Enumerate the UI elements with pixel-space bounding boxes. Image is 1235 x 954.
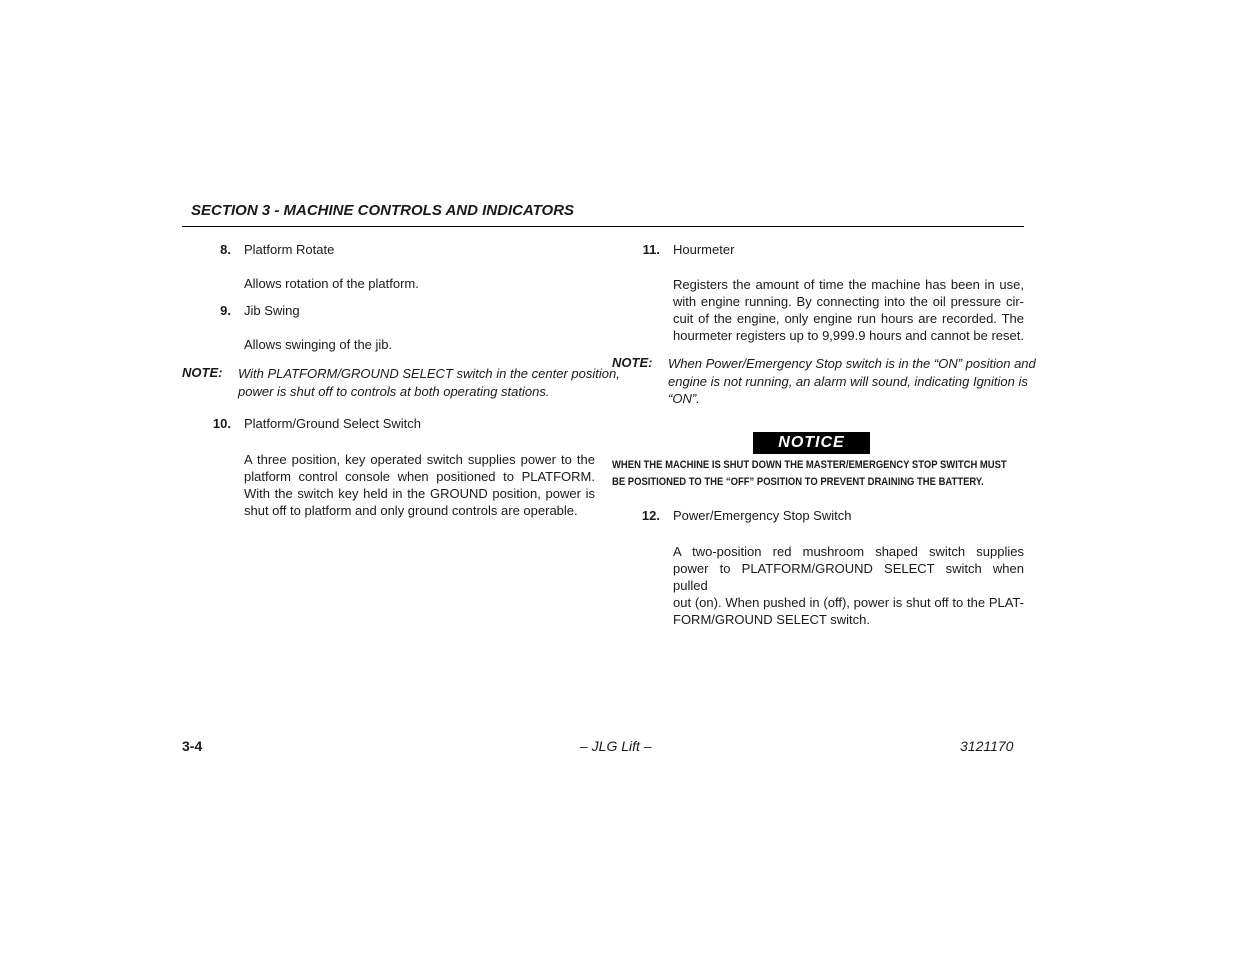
item-8-number: 8. [220,242,231,257]
item-8-description: Allows rotation of the platform. [244,276,419,291]
paragraph-line: Registers the amount of time the machine has been in use, [673,277,1024,292]
paragraph-line: hourmeter registers up to 9,999.9 hours and cannot be reset. [673,328,1024,343]
item-11-number: 11. [642,242,660,257]
section-title: SECTION 3 - MACHINE CONTROLS AND INDICATORS [191,202,575,219]
paragraph-line: shut off to platform and only ground controls are operable. [244,503,578,518]
note-line: power is shut off to controls at both operating stations. [238,383,550,399]
note-line: engine is not running, an alarm will sound, indicating Ignition is [668,373,1028,389]
page-number: 3-4 [182,738,203,754]
note-line: When Power/Emergency Stop switch is in the “ON” position and [668,356,1036,371]
item-11-description [673,276,1024,344]
item-8-title: Platform Rotate [244,242,335,257]
note-label: NOTE: [182,365,223,380]
notice-line: WHEN THE MACHINE IS SHUT DOWN THE MASTER/EMERGENCY STOP SWITCH MUST [612,459,1007,471]
header-rule [182,226,1024,227]
paragraph-line: power to PLATFORM/GROUND SELECT switch when pulled [673,561,1024,593]
notice-text [612,457,1025,491]
paragraph-line: out (on). When pushed in (off), power is shut off to the PLAT- [673,595,1024,610]
item-12-title: Power/Emergency Stop Switch [673,508,852,523]
note-label: NOTE: [612,355,653,370]
item-12-description [673,543,1024,628]
paragraph-line: A three position, key operated switch supplies power to the [244,452,595,467]
paragraph-line: FORM/GROUND SELECT switch. [673,612,870,627]
paragraph-line: With the switch key held in the GROUND position, power is [244,486,595,501]
note-line: With PLATFORM/GROUND SELECT switch in the center position, [238,366,620,381]
paragraph-line: with engine running. By connecting into the oil pressure cir- [673,294,1024,309]
item-9-number: 9. [220,303,231,318]
document-number: 3121170 [960,738,1014,754]
item-10-description [244,451,595,519]
item-11-title: Hourmeter [673,242,735,257]
paragraph-line: A two-position red mushroom shaped switch supplies [673,544,1024,559]
item-9-description: Allows swinging of the jib. [244,337,393,352]
item-10-title: Platform/Ground Select Switch [244,416,422,431]
note-line: “ON”. [668,391,700,406]
paragraph-line: cuit of the engine, only engine run hours are recorded. The [673,311,1024,326]
note-text [238,365,620,400]
item-12-number: 12. [641,508,660,523]
item-10-number: 10. [212,416,231,431]
notice-line: BE POSITIONED TO THE “OFF” POSITION TO PREVENT DRAINING THE BATTERY. [612,476,984,488]
item-9-title: Jib Swing [244,303,300,318]
note-text [668,355,1036,408]
paragraph-line: platform control console when positioned to PLATFORM. [244,469,595,484]
footer-center: – JLG Lift – [580,738,652,754]
notice-badge: NOTICE [753,432,870,454]
